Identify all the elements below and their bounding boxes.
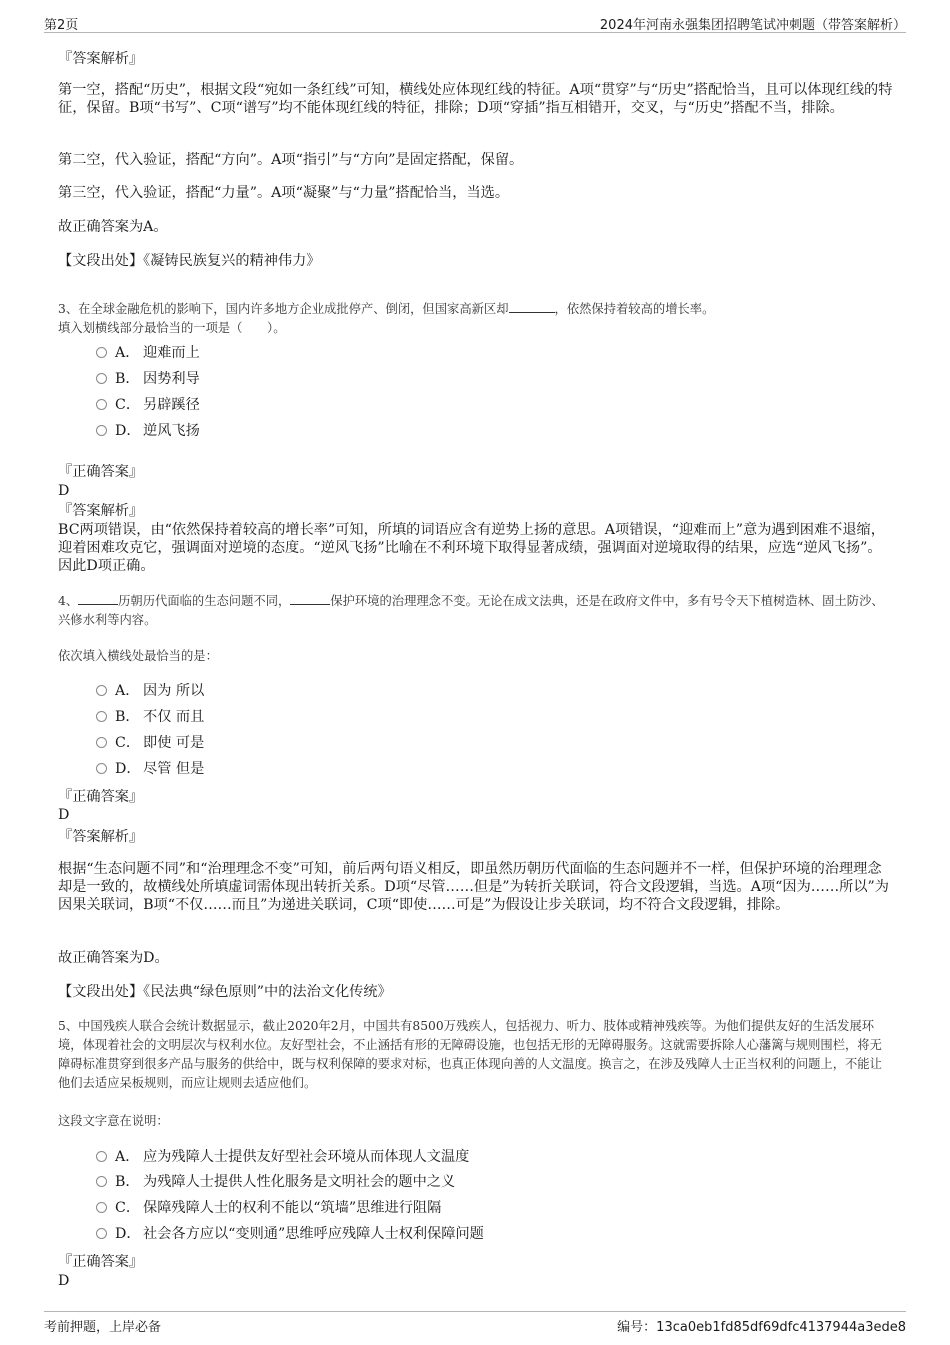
page-header xyxy=(44,12,906,33)
q2-analysis-p1: 第一空，搭配“历史”，根据文段“宛如一条红线”可知，横线处应体现红线的特征。A项“贯穿”与“历史”搭配恰当，且可以体现红线的特征，保留。B项“书写”、C项“谱写”均不能体现红线的特征，排除；D项“穿插”指互相错开，交叉，与“历史”搭配不当，排除。 xyxy=(58,82,893,116)
q3-prompt: 填入划横线部分最恰当的一项是（ ）。 xyxy=(58,321,286,335)
q4-analysis-p1: 根据“生态问题不同”和“治理理念不变”可知，前后两句语义相反，即虽然历朝历代面临的生态问题并不一样，但保护环境的治理理念却是一致的，故横线处所填虚词需体现出转折关系。D项“尽管……但是”为转折关联词，符合文段逻辑，当选。A项“因为……所以”为因果关联词，B项“不仅……而且”为递进关联词，C项“即使……可是”为假设让步关联词，均不符合文段逻辑，排除。 xyxy=(58,861,889,913)
q3-answer: D xyxy=(58,483,70,499)
page-number: 第2页 xyxy=(44,18,79,33)
q4-answer: D xyxy=(58,807,70,823)
radio-icon[interactable] xyxy=(96,1176,107,1187)
q5-option-c[interactable]: C． 保障残障人士的权利不能以“筑墙”思维进行阻隔 xyxy=(96,1199,441,1217)
q4-source: 【文段出处】《民法典“绿色原则”中的法治文化传统》 xyxy=(58,984,392,1000)
q5-option-d[interactable]: D． 社会各方应以“变则通”思维呼应残障人士权利保障问题 xyxy=(96,1225,484,1243)
q5-stem: 5、中国残疾人联合会统计数据显示，截止2020年2月，中国共有8500万残疾人，包括视力、听力、肢体或精神残疾等。为他们提供友好的生活发展环境，体现着社会的文明层次与权利水位。友好型社会，不止涵括有形的无障碍设施，也包括无形的无障碍服务。这就需要拆除人心藩篱与规则围栏，将无障碍标准贯穿到很多产品与服务的供给中，既与权利保障的要求对标，也真正体现向善的人文温度。换言之，在涉及残障人士正当权利的问题上，不能让他们去适应呆板规则，而应让规则去适应他们。 xyxy=(58,1019,882,1090)
q3-answer-heading: 『正确答案』 xyxy=(58,464,144,480)
q4-answer-statement: 故正确答案为D。 xyxy=(58,950,169,966)
q5-answer: D xyxy=(58,1273,70,1289)
q4-option-c[interactable]: C． 即使 可是 xyxy=(96,734,204,752)
q4-option-a[interactable]: A． 因为 所以 xyxy=(96,682,204,700)
q3-blank xyxy=(509,300,555,313)
radio-icon[interactable] xyxy=(96,763,107,774)
q4-blank-2 xyxy=(290,592,330,605)
radio-icon[interactable] xyxy=(96,1151,107,1162)
radio-icon[interactable] xyxy=(96,711,107,722)
q4-option-b[interactable]: B． 不仅 而且 xyxy=(96,708,204,726)
q2-analysis-p3: 第三空，代入验证，搭配“力量”。A项“凝聚”与“力量”搭配恰当，当选。 xyxy=(58,185,510,201)
radio-icon[interactable] xyxy=(96,373,107,384)
q5-option-b[interactable]: B． 为残障人士提供人性化服务是文明社会的题中之义 xyxy=(96,1173,455,1191)
q5-option-a[interactable]: A． 应为残障人士提供友好型社会环境从而体现人文温度 xyxy=(96,1148,469,1166)
radio-icon[interactable] xyxy=(96,347,107,358)
radio-icon[interactable] xyxy=(96,1228,107,1239)
q4-prompt: 依次填入横线处最恰当的是： xyxy=(58,649,218,663)
footer-slogan: 考前押题，上岸必备 xyxy=(44,1320,162,1335)
radio-icon[interactable] xyxy=(96,1202,107,1213)
q3-analysis: BC两项错误，由“依然保持着较高的增长率”可知，所填的词语应含有逆势上扬的意思。A项错误，“迎难而上”意为遇到困难不退缩，迎着困难攻克它，强调面对逆境的态度。“逆风飞扬”比喻在不利环境下取得显著成绩，强调面对逆境取得的结果，应选“逆风飞扬”。因此D项正确。 xyxy=(58,522,885,574)
q3-analysis-heading: 『答案解析』 xyxy=(58,503,144,519)
q4-stem: 4、 历朝历代面临的生态问题不同， 保护环境的治理理念不变。无论在成文法典，还是在政府文件中，多有号令天下植树造林、固土防沙、兴修水利等内容。 xyxy=(58,594,884,627)
q2-source: 【文段出处】《凝铸民族复兴的精神伟力》 xyxy=(58,253,321,269)
radio-icon[interactable] xyxy=(96,399,107,410)
document-title: 2024年河南永强集团招聘笔试冲刺题（带答案解析） xyxy=(599,18,906,33)
q4-option-d[interactable]: D． 尽管 但是 xyxy=(96,760,204,778)
q4-analysis-heading: 『答案解析』 xyxy=(58,829,144,845)
q2-analysis-heading: 『答案解析』 xyxy=(58,51,144,67)
q3-stem: 3、在全球金融危机的影响下，国内许多地方企业成批停产、倒闭，但国家高新区却 ，依然保持着较高的增长率。 xyxy=(58,302,715,316)
q3-option-b[interactable]: B． 因势利导 xyxy=(96,370,200,388)
page-footer xyxy=(44,1311,906,1336)
q4-answer-heading: 『正确答案』 xyxy=(58,789,144,805)
q5-answer-heading: 『正确答案』 xyxy=(58,1254,144,1270)
q2-answer-statement: 故正确答案为A。 xyxy=(58,219,168,235)
document-code: 编号：13ca0eb1fd85df69dfc4137944a3ede8 xyxy=(617,1320,906,1335)
q3-option-c[interactable]: C． 另辟蹊径 xyxy=(96,396,200,414)
radio-icon[interactable] xyxy=(96,685,107,696)
q3-option-a[interactable]: A． 迎难而上 xyxy=(96,344,200,362)
q2-analysis-p2: 第二空，代入验证，搭配“方向”。A项“指引”与“方向”是固定搭配，保留。 xyxy=(58,152,524,168)
q4-blank-1 xyxy=(78,592,118,605)
q3-option-d[interactable]: D． 逆风飞扬 xyxy=(96,422,200,440)
q5-prompt: 这段文字意在说明： xyxy=(58,1114,169,1128)
radio-icon[interactable] xyxy=(96,425,107,436)
radio-icon[interactable] xyxy=(96,737,107,748)
